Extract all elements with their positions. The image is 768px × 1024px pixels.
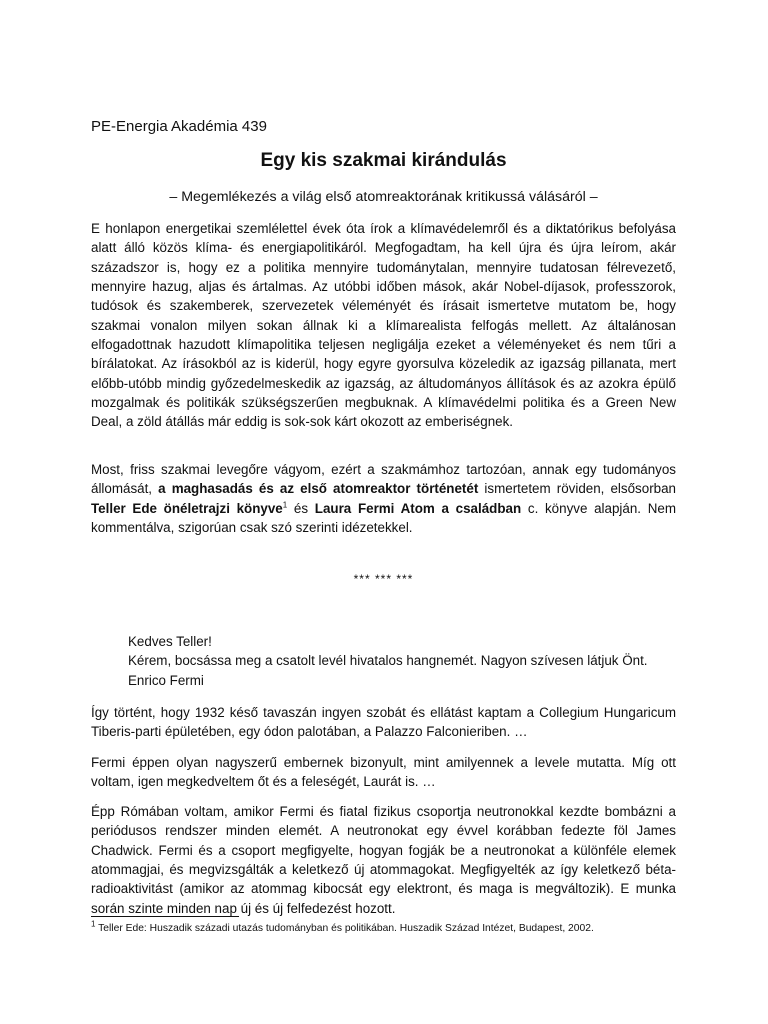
footnote-divider <box>91 916 239 917</box>
footnote <box>91 919 691 936</box>
quote-paragraph: Fermi éppen olyan nagyszerű embernek bizonyult, mint amilyennek a levele mutatta. Míg ott voltam, igen megkedveltem őt és a feleségét, Laurát is. … <box>91 755 676 790</box>
page-subtitle: – Megemlékezés a világ első atomreaktorának kritikussá válásáról – <box>169 189 598 205</box>
series-label: PE-Energia Akadémia 439 <box>91 118 267 135</box>
section-separator: *** *** *** <box>353 572 414 586</box>
footnote-text: Teller Ede: Huszadik századi utazás tudományban és politikában. Huszadik Század Intézet, Budapest, 2002. <box>98 923 594 934</box>
page-title: Egy kis szakmai kirándulás <box>260 150 507 171</box>
footnote-reference[interactable]: 1 <box>282 500 288 510</box>
topic-emphasis: a maghasadás és az első atomreaktor történetét <box>158 481 479 497</box>
letter-greeting: Kedves Teller! <box>128 634 212 649</box>
intro-paragraph: E honlapon energetikai szemlélettel évek óta írok a klímavédelemről és a diktatórikus befolyása alatt álló közös klíma- és energiapolitikáról. Megfogadtam, ha kell újra és újra leírom, akár századszor is, hogy ez a politika mennyire tudománytalan, mennyire tudatosan félrevezető, mennyire hazug, aljas és ártalmas. Az utóbbi időben mások, akár Nobel-díjasok, professzorok, tudósok és szakemberek, szervezetek véleményét és írásait ismertetve mutatom be, hogy szakmai vonalon milyen sokan állnak ki a klímarealista felfogás mellett. Az általánosan elfogadottnak hazudott klímapolitika teljesen negligálja ezeket a véleményeket és nem tűri a bírálatokat. Az írásokból az is kiderül, hogy egyre gyorsulva közeledik az igazság pillanata, mert előbb-utóbb mindig győzedelmeskedik az igazság, az áltudományos állítások és az azokra épülő mozgalmak és politikák szükségszerűen megbuknak. A klímavédelmi politika és a Green New Deal, a zöld átállás már eddig is sok-sok kárt okozott az emberiségnek. <box>91 221 676 430</box>
topic-text: ismertetem röviden, elsősorban <box>484 481 676 497</box>
topic-text: Most, friss szakmai levegőre vágyom, ezért a szakmámhoz tartozóan, annak egy tudományos állomását, <box>91 462 676 497</box>
topic-paragraph <box>91 460 676 537</box>
quote-paragraph: Így történt, hogy 1932 késő tavaszán ingyen szobát és ellátást kaptam a Collegium Hungaricum Tiberis-parti épületében, egy ódon palotában, a Palazzo Falconieriben. … <box>91 705 676 740</box>
book-title-teller: Teller Ede önéletrajzi könyve <box>91 500 283 516</box>
quote-paragraph: Épp Rómában voltam, amikor Fermi és fiatal fizikus csoportja neutronokkal kezdte bombázni a periódusos rendszer minden elemét. A neutronokat egy évvel korábban fedezte föl James Chadwick. Fermi és a csoport megfigyelte, hogyan fogják be a neutronokat a különféle elemek atommagjai, és megvizsgálták a keletkező új atommagokat. Megfigyelték az így keletkező béta-radioaktivitást (amikor az atommag kibocsát egy elektront, és maga is megváltozik). E munka során szinte minden nap új és új felfedezést hozott. <box>91 804 676 916</box>
quoted-letter <box>128 632 676 690</box>
topic-text: c. könyve alapján. Nem kommentálva, szigorúan csak szó szerinti idézetekkel. <box>91 500 676 536</box>
topic-text: és <box>293 500 309 516</box>
letter-body: Kérem, bocsássa meg a csatolt levél hivatalos hangnemét. Nagyon szívesen látjuk Önt. <box>128 653 648 669</box>
letter-signature: Enrico Fermi <box>128 672 204 688</box>
footnote-marker: 1 <box>91 919 96 929</box>
book-title-fermi: Laura Fermi Atom a családban <box>314 500 522 516</box>
